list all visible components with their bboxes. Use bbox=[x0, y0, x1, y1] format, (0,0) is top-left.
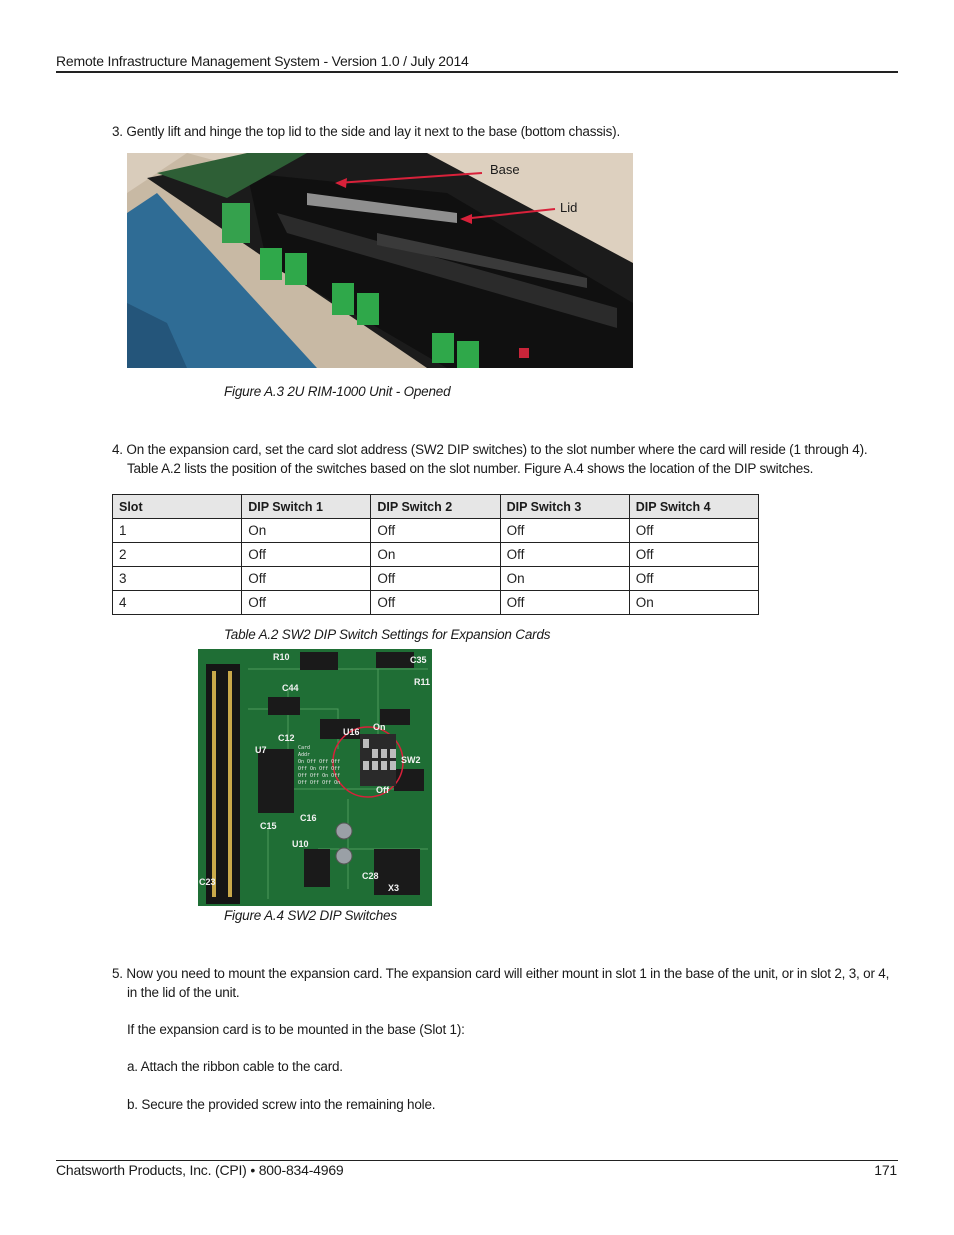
table-cell: Off bbox=[242, 543, 371, 567]
svg-text:Off On Off Off: Off On Off Off bbox=[298, 766, 341, 772]
pcb-label-u7: U7 bbox=[255, 745, 267, 755]
pcb-label-u16: U16 bbox=[343, 727, 360, 737]
pcb-label-c35: C35 bbox=[410, 655, 427, 665]
pcb-label-x3: X3 bbox=[388, 883, 400, 893]
callout-base: Base bbox=[490, 162, 520, 177]
table-header-cell: DIP Switch 2 bbox=[371, 495, 500, 519]
table-row bbox=[113, 519, 759, 543]
pcb-label-u10: U10 bbox=[292, 839, 309, 849]
footer-company: Chatsworth Products, Inc. (CPI) • 800-834-4969 bbox=[56, 1162, 344, 1178]
table-cell: Off bbox=[371, 591, 500, 615]
header-rule bbox=[56, 71, 898, 73]
step-5-sub-a: a. Attach the ribbon cable to the card. bbox=[127, 1059, 343, 1074]
step-4-line-2: Table A.2 lists the position of the switches based on the slot number. Figure A.4 shows the location of the DIP switches. bbox=[127, 461, 814, 476]
table-header-cell: DIP Switch 3 bbox=[500, 495, 629, 519]
opened-unit-illustration bbox=[127, 153, 633, 368]
table-cell: On bbox=[242, 519, 371, 543]
table-cell: Off bbox=[371, 519, 500, 543]
table-cell: Off bbox=[242, 591, 371, 615]
table-row bbox=[113, 591, 759, 615]
step-5-line-2: in the lid of the unit. bbox=[127, 985, 240, 1000]
table-header-row bbox=[113, 495, 759, 519]
svg-text:On Off Off Off: On Off Off Off bbox=[298, 759, 341, 765]
step-3-text: 3. Gently lift and hinge the top lid to the side and lay it next to the base (bottom chassis). bbox=[112, 124, 621, 139]
table-cell: Off bbox=[629, 567, 758, 591]
table-header-cell: DIP Switch 4 bbox=[629, 495, 758, 519]
pcb-label-c28: C28 bbox=[362, 871, 379, 881]
svg-text:Addr: Addr bbox=[298, 752, 311, 758]
pcb-label-c16: C16 bbox=[300, 813, 317, 823]
table-cell: Off bbox=[371, 567, 500, 591]
pcb-illustration bbox=[198, 649, 432, 906]
figure-a4-caption: Figure A.4 SW2 DIP Switches bbox=[224, 908, 397, 923]
callout-lid: Lid bbox=[560, 200, 578, 215]
table-cell: Off bbox=[500, 543, 629, 567]
table-cell: 2 bbox=[113, 543, 242, 567]
figure-a3-caption: Figure A.3 2U RIM-1000 Unit - Opened bbox=[224, 384, 451, 399]
step-5-line-1: 5. Now you need to mount the expansion card. The expansion card will either mount in slot 1 in the base of the unit, or in slot 2, 3, or 4, bbox=[112, 966, 890, 981]
dip-label-sw2: SW2 bbox=[401, 755, 421, 765]
table-header-cell: DIP Switch 1 bbox=[242, 495, 371, 519]
table-header-cell: Slot bbox=[113, 495, 242, 519]
pcb-label-c23: C23 bbox=[199, 877, 216, 887]
step-5-sub-b: b. Secure the provided screw into the remaining hole. bbox=[127, 1097, 436, 1112]
table-cell: Off bbox=[500, 591, 629, 615]
table-cell: Off bbox=[500, 519, 629, 543]
dip-label-off: Off bbox=[376, 785, 389, 795]
footer-rule bbox=[56, 1160, 898, 1161]
step-4-line-1: 4. On the expansion card, set the card slot address (SW2 DIP switches) to the slot number where the card will reside (1 through 4). bbox=[112, 442, 868, 457]
table-row bbox=[113, 543, 759, 567]
figure-a4-photo bbox=[198, 649, 432, 906]
step-5-sub-intro: If the expansion card is to be mounted in the base (Slot 1): bbox=[127, 1022, 465, 1037]
svg-text:Off Off Off On: Off Off Off On bbox=[298, 780, 341, 786]
table-cell: 4 bbox=[113, 591, 242, 615]
footer-page-number: 171 bbox=[874, 1162, 897, 1178]
table-cell: Off bbox=[629, 519, 758, 543]
table-cell: 3 bbox=[113, 567, 242, 591]
pcb-label-c12: C12 bbox=[278, 733, 295, 743]
table-cell: 1 bbox=[113, 519, 242, 543]
pcb-label-c44: C44 bbox=[282, 683, 299, 693]
page-header-title: Remote Infrastructure Management System - Version 1.0 / July 2014 bbox=[56, 53, 469, 69]
table-cell: Off bbox=[242, 567, 371, 591]
pcb-label-r10: R10 bbox=[273, 652, 290, 662]
table-row bbox=[113, 567, 759, 591]
pcb-label-r11: R11 bbox=[414, 677, 431, 687]
dip-switch-table bbox=[112, 494, 759, 615]
pcb-label-c15: C15 bbox=[260, 821, 277, 831]
table-cell: On bbox=[629, 591, 758, 615]
table-cell: Off bbox=[629, 543, 758, 567]
table-a2-caption: Table A.2 SW2 DIP Switch Settings for Expansion Cards bbox=[224, 627, 551, 642]
figure-a3-photo bbox=[127, 153, 633, 368]
table-cell: On bbox=[371, 543, 500, 567]
dip-label-on: On bbox=[373, 722, 386, 732]
svg-text:Card: Card bbox=[298, 745, 311, 751]
table-cell: On bbox=[500, 567, 629, 591]
svg-text:Off Off On Off: Off Off On Off bbox=[298, 773, 341, 779]
